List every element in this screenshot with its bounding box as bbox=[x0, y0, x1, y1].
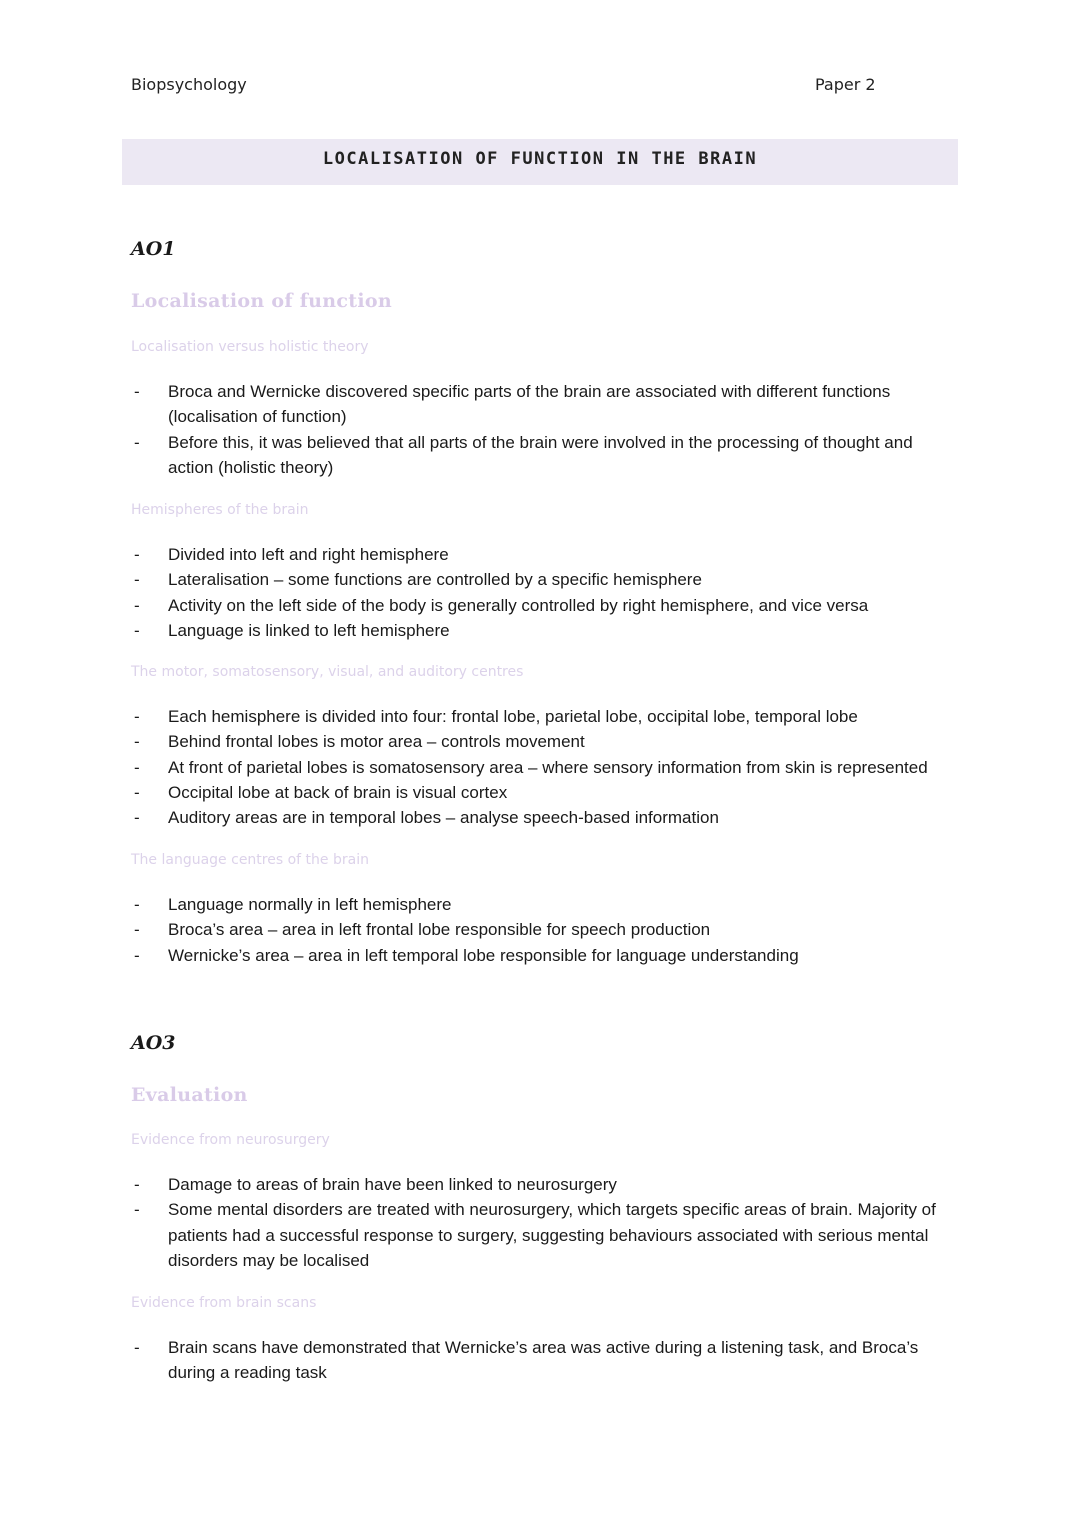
bullet-dash: - bbox=[134, 620, 140, 640]
section-label-ao1: AO1 bbox=[131, 238, 176, 260]
bullet-dash: - bbox=[134, 595, 140, 615]
list-language-centres bbox=[131, 892, 961, 968]
list-item: - Wernicke’s area – area in left temporal lobe responsible for language understanding bbox=[131, 943, 961, 968]
list-item: - Some mental disorders are treated with neurosurgery, which targets specific areas of brain. Majority of patients had a successful response to surgery, suggesting behaviours associated with serious mental disorders may be localised bbox=[131, 1197, 961, 1273]
list-item: - Broca and Wernicke discovered specific parts of the brain are associated with different functions (localisation of function) bbox=[131, 379, 961, 430]
list-item: - Broca’s area – area in left frontal lobe responsible for speech production bbox=[131, 917, 961, 942]
header-subject: Biopsychology bbox=[131, 75, 247, 94]
bullet-dash: - bbox=[134, 808, 140, 828]
bullet-dash: - bbox=[134, 895, 140, 914]
list-item: - Language normally in left hemisphere bbox=[131, 892, 961, 917]
bullet-dash: - bbox=[134, 545, 140, 564]
list-item: - Activity on the left side of the body is generally controlled by right hemisphere, and vice versa bbox=[131, 593, 961, 618]
list-item: - Auditory areas are in temporal lobes – analyse speech-based information bbox=[131, 805, 961, 830]
list-item: - Brain scans have demonstrated that Wernicke’s area was active during a listening task, and Broca’s during a reading task bbox=[131, 1335, 961, 1386]
list-item: - Damage to areas of brain have been linked to neurosurgery bbox=[131, 1172, 961, 1197]
list-item: - At front of parietal lobes is somatosensory area – where sensory information from skin is represented bbox=[131, 755, 961, 780]
list-item: - Before this, it was believed that all parts of the brain were involved in the processing of thought and action (holistic theory) bbox=[131, 430, 961, 481]
subheading-language-centres: The language centres of the brain bbox=[131, 852, 369, 868]
bullet-dash: - bbox=[134, 1338, 140, 1357]
subheading-neurosurgery: Evidence from neurosurgery bbox=[131, 1132, 330, 1148]
bullet-dash: - bbox=[134, 1175, 140, 1194]
list-item: - Occipital lobe at back of brain is visual cortex bbox=[131, 780, 961, 805]
list-item: - Lateralisation – some functions are controlled by a specific hemisphere bbox=[131, 567, 961, 592]
bullet-dash: - bbox=[134, 920, 140, 940]
title-banner bbox=[122, 139, 958, 185]
list-item: - Language is linked to left hemisphere bbox=[131, 618, 961, 643]
header-paper: Paper 2 bbox=[815, 75, 876, 94]
bullet-dash: - bbox=[134, 707, 140, 726]
subheading-hemispheres: Hemispheres of the brain bbox=[131, 502, 309, 518]
list-item: - Divided into left and right hemisphere bbox=[131, 542, 961, 567]
section-heading-evaluation: Evaluation bbox=[131, 1084, 248, 1106]
bullet-dash: - bbox=[134, 570, 140, 590]
subheading-localisation-vs-holistic: Localisation versus holistic theory bbox=[131, 339, 369, 355]
bullet-dash: - bbox=[134, 382, 140, 401]
list-item: - Behind frontal lobes is motor area – controls movement bbox=[131, 729, 961, 754]
bullet-dash: - bbox=[134, 1200, 140, 1220]
subheading-brain-scans: Evidence from brain scans bbox=[131, 1295, 317, 1311]
bullet-dash: - bbox=[134, 732, 140, 752]
bullet-dash: - bbox=[134, 757, 140, 777]
bullet-dash: - bbox=[134, 945, 140, 965]
list-brain-scans bbox=[131, 1335, 961, 1386]
list-item: - Each hemisphere is divided into four: frontal lobe, parietal lobe, occipital lobe, temporal lobe bbox=[131, 704, 961, 729]
section-heading-localisation: Localisation of function bbox=[131, 290, 392, 312]
subheading-centres: The motor, somatosensory, visual, and auditory centres bbox=[131, 664, 524, 680]
list-hemispheres bbox=[131, 542, 961, 643]
page-title: LOCALISATION OF FUNCTION IN THE BRAIN bbox=[322, 149, 758, 169]
list-localisation-vs-holistic bbox=[131, 379, 961, 480]
list-neurosurgery bbox=[131, 1172, 961, 1273]
bullet-dash: - bbox=[134, 782, 140, 802]
list-centres bbox=[131, 704, 961, 830]
section-label-ao3: AO3 bbox=[131, 1032, 176, 1054]
bullet-dash: - bbox=[134, 432, 140, 452]
